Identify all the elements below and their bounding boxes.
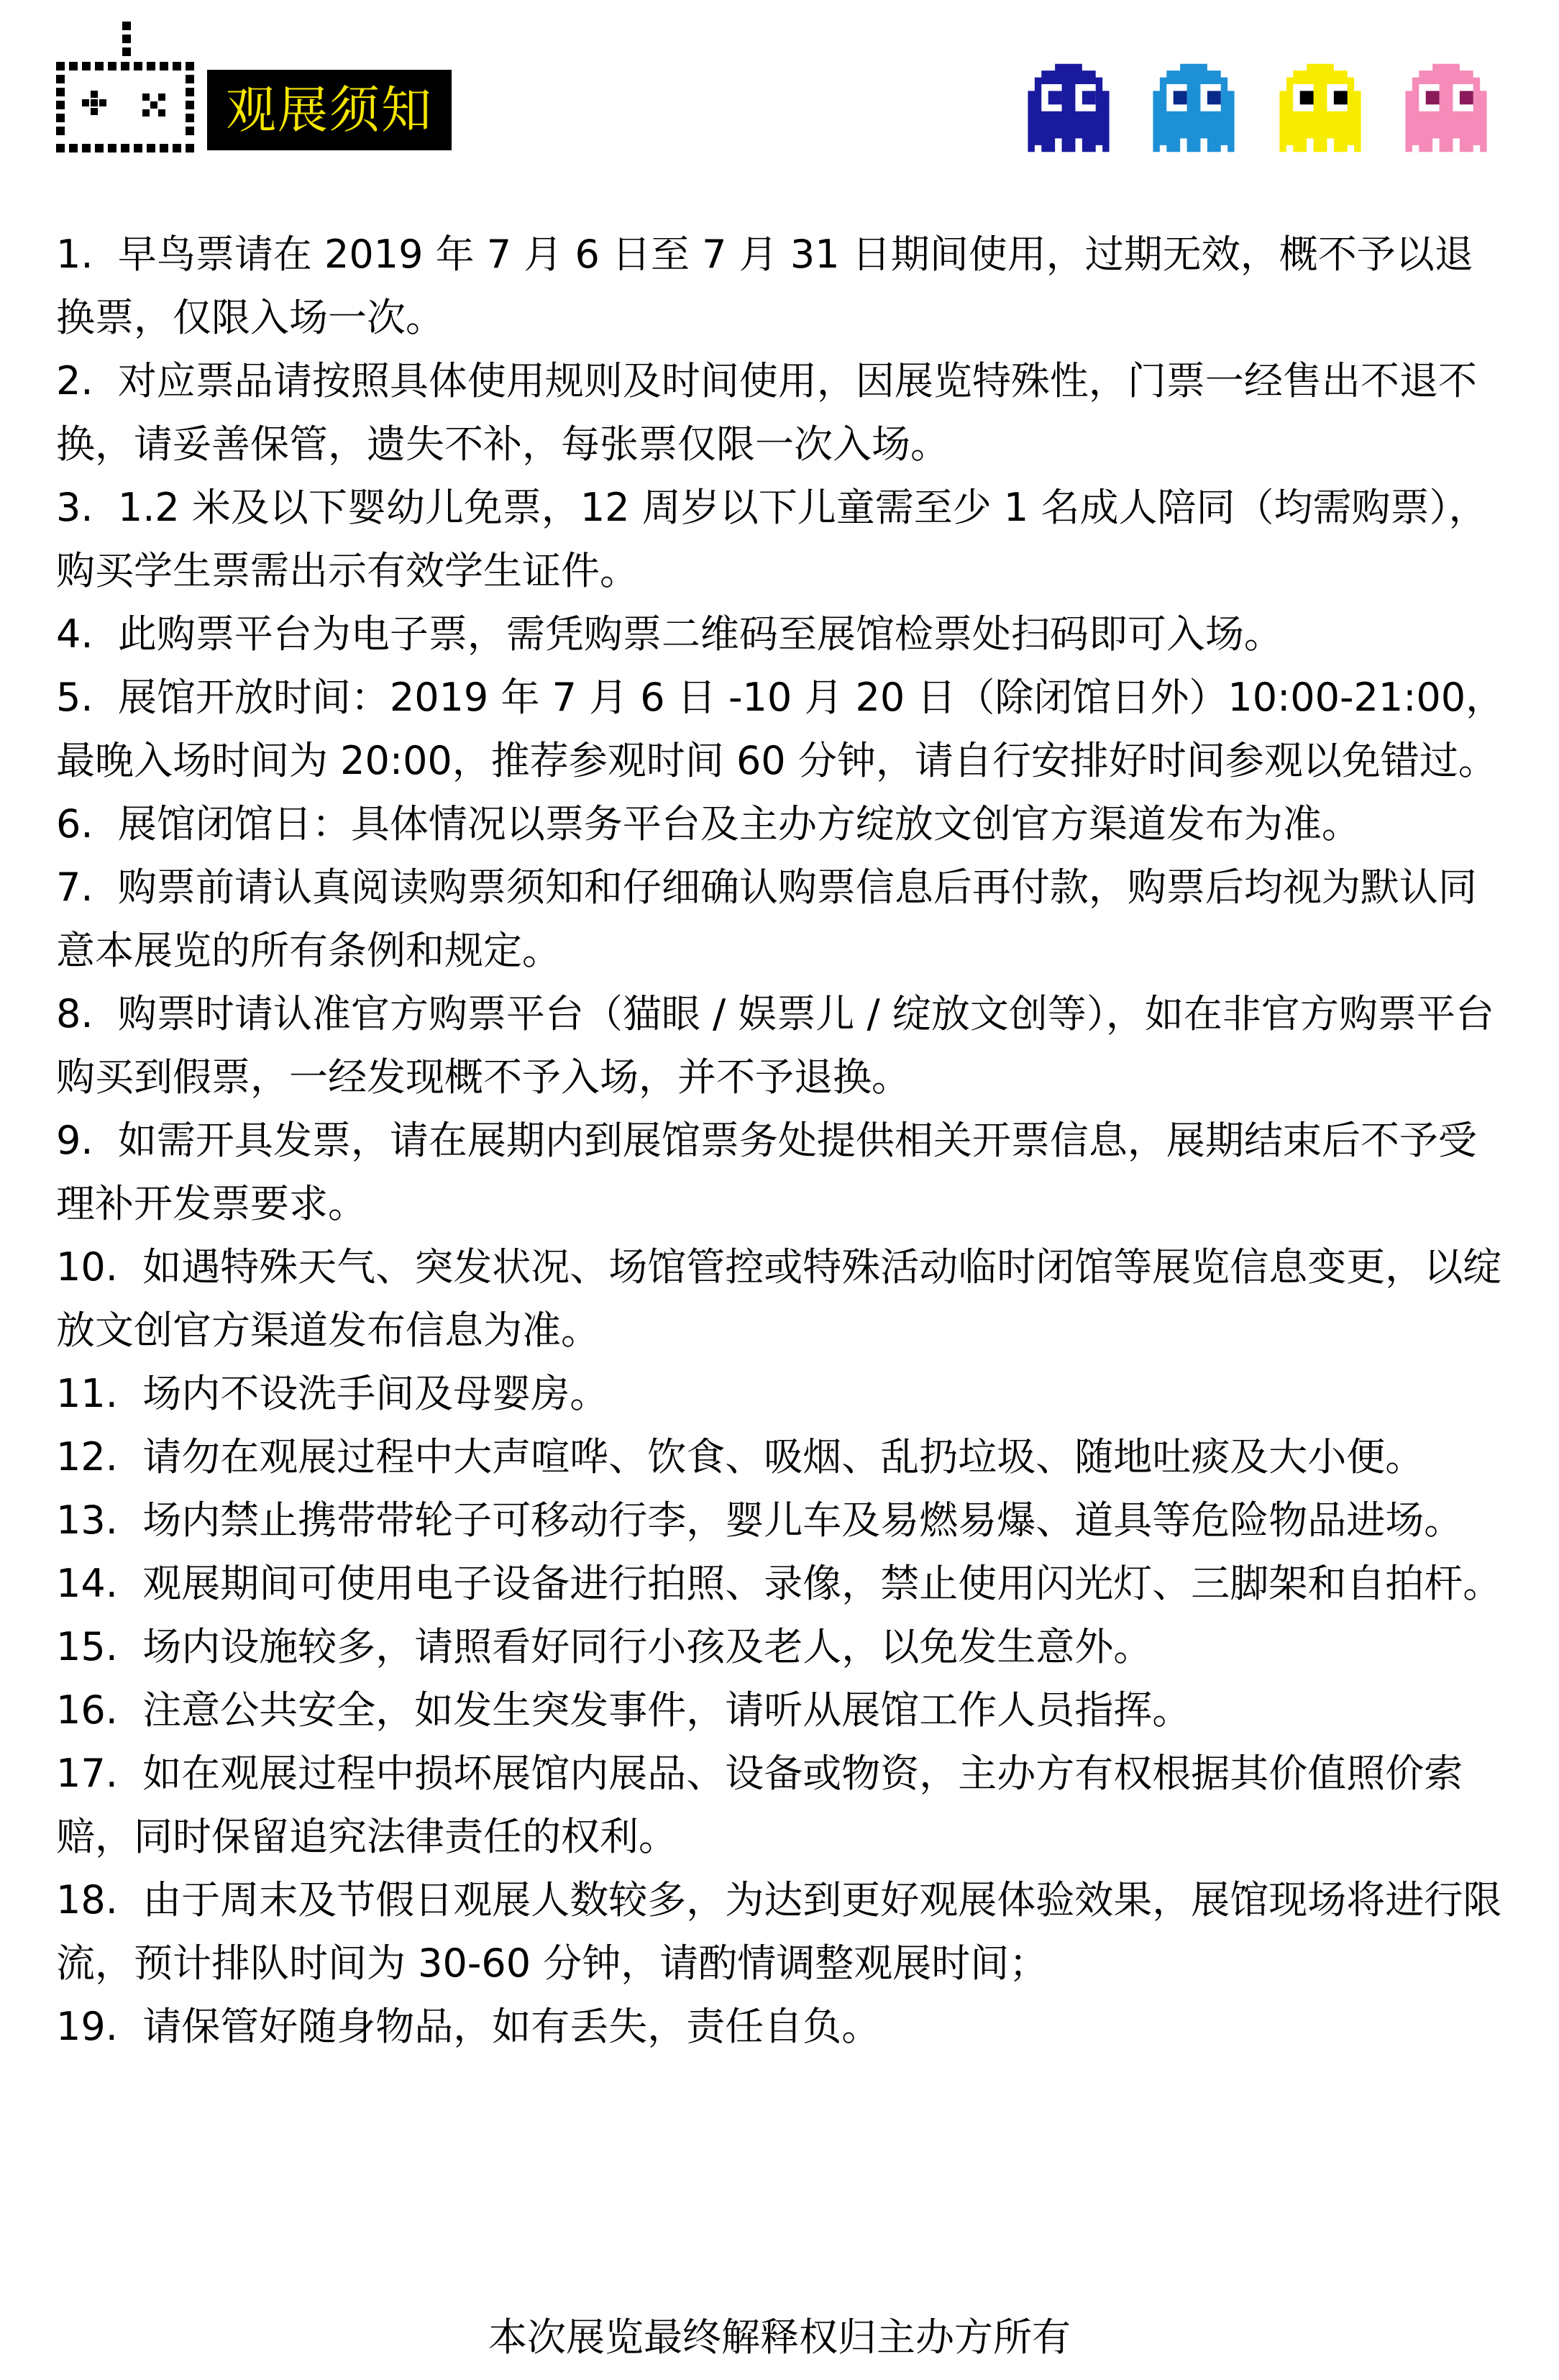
ghost-icon-yellow bbox=[1273, 63, 1368, 152]
rule-item-15: 15. 场内设施较多，请照看好同行小孩及老人，以免发生意外。 bbox=[56, 1624, 1153, 1669]
rule-item-17: 17. 如在观展过程中损坏展馆内展品、设备或物资，主办方有权根据其价值照价索赔，同时保留追究法律责任的权利。 bbox=[56, 1751, 1463, 1859]
rule-item-19: 19. 请保管好随身物品，如有丢失，责任自负。 bbox=[56, 2004, 881, 2049]
rule-item-14: 14. 观展期间可使用电子设备进行拍照、录像，禁止使用闪光灯、三脚架和自拍杆。 bbox=[56, 1561, 1502, 1606]
ghost-icon-pink bbox=[1399, 63, 1494, 152]
ghost-icon-navy bbox=[1021, 63, 1116, 152]
page-title: 观展须知 bbox=[207, 70, 452, 150]
rule-item-18: 18. 由于周末及节假日观展人数较多，为达到更好观展体验效果，展馆现场将进行限流，预计排队时间为 30-60 分钟，请酌情调整观展时间； bbox=[56, 1877, 1502, 1986]
rule-item-12: 12. 请勿在观展过程中大声喧哗、饮食、吸烟、乱扔垃圾、随地吐痰及大小便。 bbox=[56, 1434, 1425, 1479]
rule-item-11: 11. 场内不设洗手间及母婴房。 bbox=[56, 1371, 609, 1416]
rule-item-1: 1. 早鸟票请在 2019 年 7 月 6 日至 7 月 31 日期间使用，过期无效，概不予以退换票，仅限入场一次。 bbox=[56, 232, 1473, 340]
rule-item-6: 6. 展馆闭馆日：具体情况以票务平台及主办方绽放文创官方渠道发布为准。 bbox=[56, 801, 1361, 847]
rule-item-9: 9. 如需开具发票，请在展期内到展馆票务处提供相关开票信息，展期结束后不予受理补开发票要求。 bbox=[56, 1118, 1477, 1226]
rule-item-4: 4. 此购票平台为电子票，需凭购票二维码至展馆检票处扫码即可入场。 bbox=[56, 611, 1283, 657]
rule-item-7: 7. 购票前请认真阅读购票须知和仔细确认购票信息后再付款，购票后均视为默认同意本展览的所有条例和规定。 bbox=[56, 865, 1477, 973]
gamepad-icon bbox=[56, 22, 200, 155]
footer-note: 本次展览最终解释权归主办方所有 bbox=[488, 2315, 1071, 2360]
rule-item-8: 8. 购票时请认准官方购票平台（猫眼 / 娱票儿 / 绽放文创等），如在非官方购票平台购买到假票，一经发现概不予入场，并不予退换。 bbox=[56, 991, 1494, 1100]
rules-list bbox=[56, 223, 1509, 2058]
rule-item-10: 10. 如遇特殊天气、突发状况、场馆管控或特殊活动临时闭馆等展览信息变更，以绽放文创官方渠道发布信息为准。 bbox=[56, 1244, 1502, 1353]
header bbox=[0, 0, 1559, 180]
rule-item-16: 16. 注意公共安全，如发生突发事件，请听从展馆工作人员指挥。 bbox=[56, 1687, 1192, 1733]
rule-item-2: 2. 对应票品请按照具体使用规则及时间使用，因展览特殊性，门票一经售出不退不换，请妥善保管，遗失不补，每张票仅限一次入场。 bbox=[56, 358, 1477, 467]
rule-item-13: 13. 场内禁止携带带轮子可移动行李，婴儿车及易燃易爆、道具等危险物品进场。 bbox=[56, 1497, 1463, 1543]
rule-item-3: 3. 1.2 米及以下婴幼儿免票，12 周岁以下儿童需至少 1 名成人陪同（均需购票），购买学生票需出示有效学生证件。 bbox=[56, 485, 1488, 593]
rule-item-5: 5. 展馆开放时间：2019 年 7 月 6 日 -10 月 20 日（除闭馆日外）10:00-21:00，最晚入场时间为 20:00，推荐参观时间 60 分钟，请自行安排好时间参观以免错过。 bbox=[56, 675, 1505, 783]
ghost-icon-blue bbox=[1146, 63, 1241, 152]
